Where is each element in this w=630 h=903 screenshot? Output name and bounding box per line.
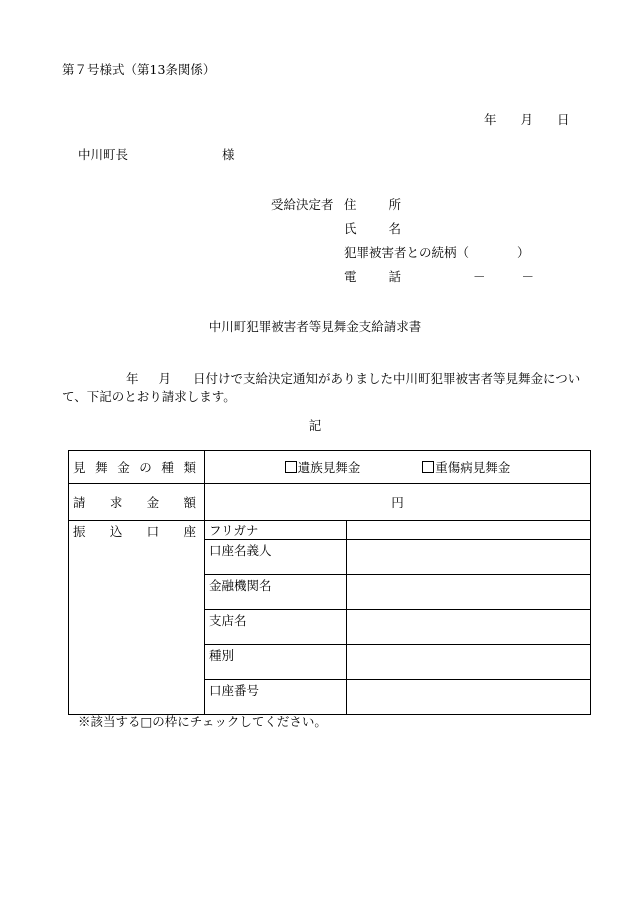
recipient-name-label: 氏 名 (344, 221, 402, 236)
recipient-address-label: 住 所 (344, 197, 402, 212)
option-serious-injury: 重傷病見舞金 (435, 459, 511, 475)
honorific: 様 (222, 147, 235, 162)
application-table (68, 450, 591, 715)
date-month: 月 (520, 112, 534, 127)
addressee-line (78, 149, 235, 162)
option-bereaved: 遺族見舞金 (297, 459, 361, 475)
recipient-phone-label: 電 話 － － (344, 269, 535, 284)
recipient-label: 受給決定者 (271, 197, 334, 212)
furigana-field[interactable] (347, 521, 591, 540)
account-holder-label: 口座名義人 (205, 540, 347, 575)
branch-name-label: 支店名 (205, 610, 347, 645)
document-title: 中川町犯罪被害者等見舞金支給請求書 (208, 319, 422, 334)
type-options (205, 451, 591, 484)
bank-name-field[interactable] (347, 575, 591, 610)
recipient-relation-label: 犯罪被害者との続柄（ ） (344, 245, 530, 260)
checkbox-bereaved[interactable] (285, 461, 297, 473)
account-number-field[interactable] (347, 680, 591, 715)
addressee: 中川町長 (78, 147, 129, 162)
amount-label: 請 求 金 額 (69, 484, 205, 521)
account-holder-field[interactable] (347, 540, 591, 575)
ki-heading: 記 (308, 418, 322, 433)
amount-field[interactable] (205, 484, 591, 521)
checkbox-serious-injury[interactable] (422, 461, 434, 473)
body-text: 年 月 日付けで支給決定通知がありました中川町犯罪被害者等見舞金について、下記のとおり請求します。 (62, 371, 581, 404)
type-label: 見 舞 金 の 種 類 (69, 451, 205, 484)
amount-unit: 円 (391, 494, 404, 510)
account-type-field[interactable] (347, 645, 591, 680)
date-year: 年 (484, 112, 497, 127)
date-line (484, 114, 570, 127)
account-number-label: 口座番号 (205, 680, 347, 715)
account-label: 振 込 口 座 (69, 521, 205, 715)
account-type-label: 種別 (205, 645, 347, 680)
form-number: 第７号様式（第13条関係） (62, 62, 216, 77)
note: ※該当する□の枠にチェックしてください。 (78, 714, 327, 729)
furigana-label: フリガナ (205, 521, 347, 540)
bank-name-label: 金融機関名 (205, 575, 347, 610)
date-day: 日 (557, 112, 570, 127)
branch-name-field[interactable] (347, 610, 591, 645)
